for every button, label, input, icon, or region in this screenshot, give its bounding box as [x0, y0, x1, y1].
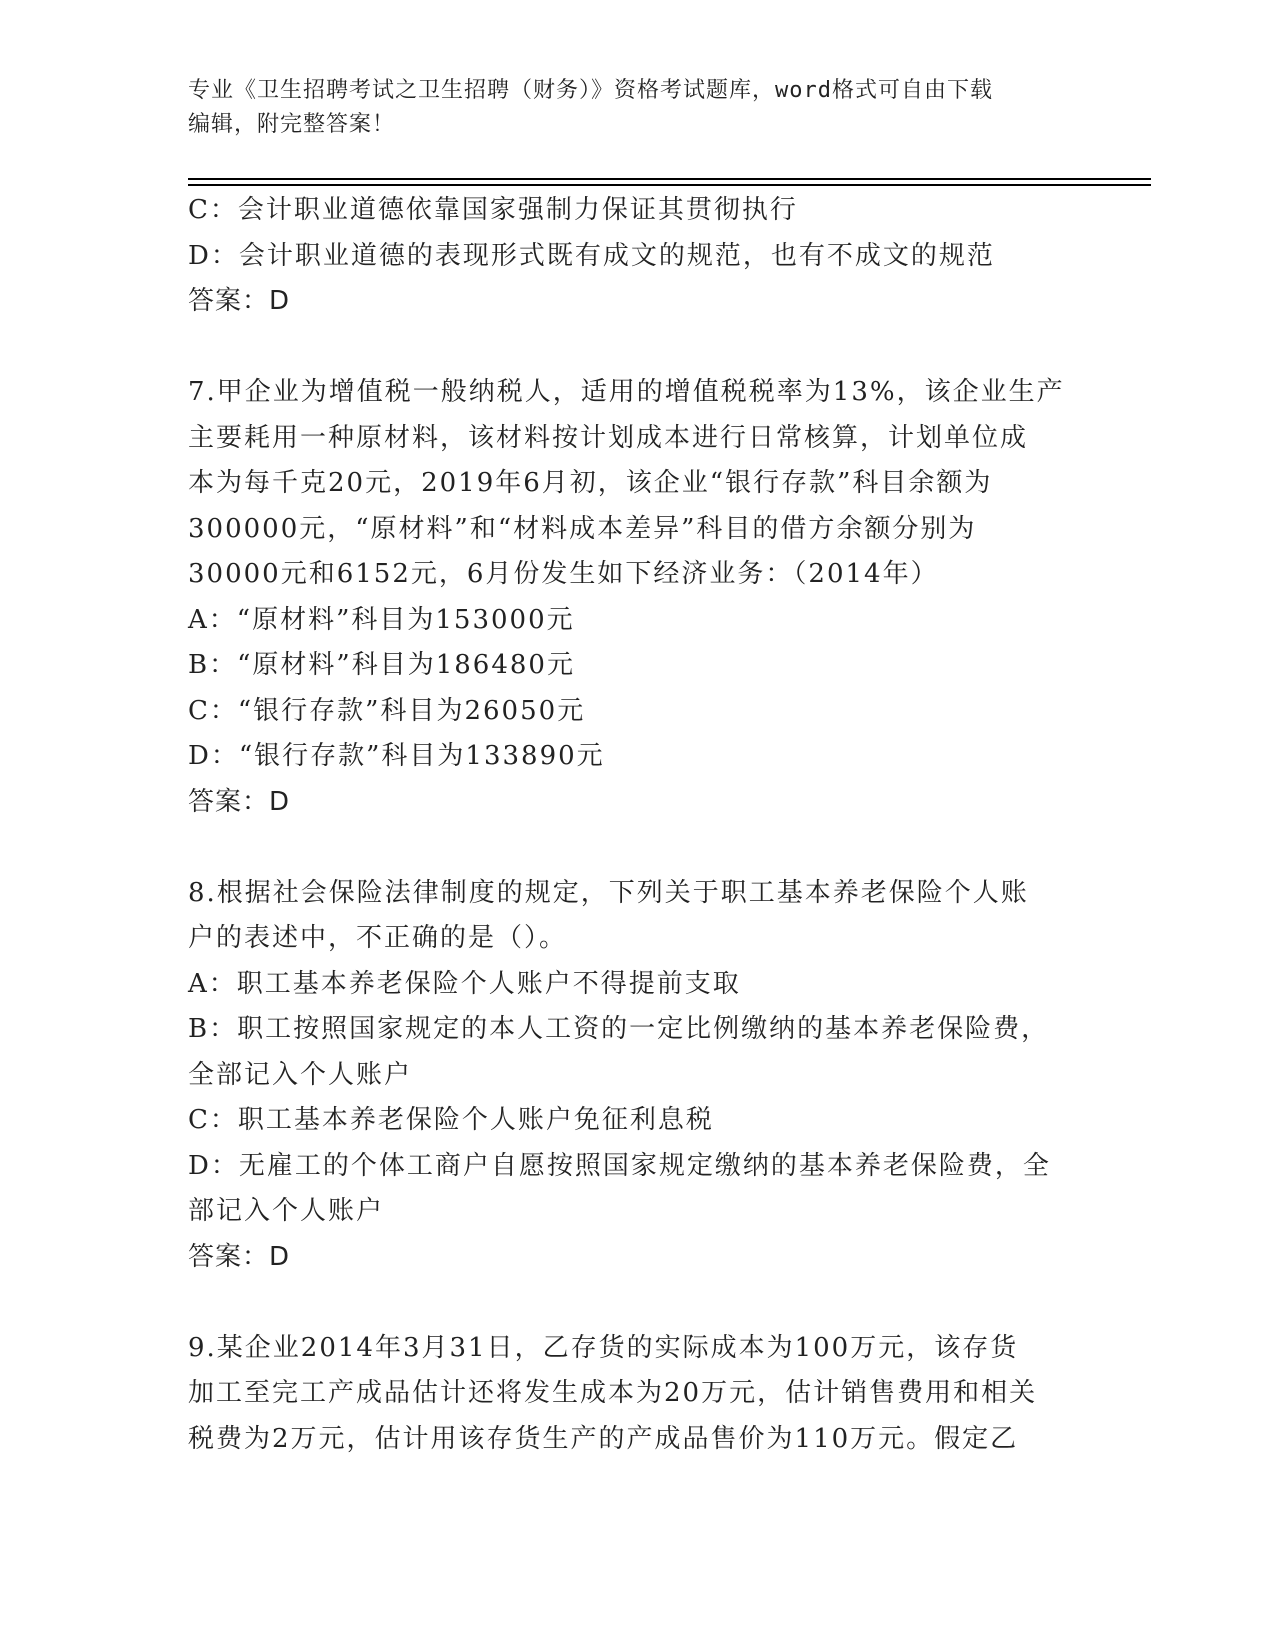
- q7-option-b: B：“原材料”科目为186480元: [188, 650, 575, 680]
- q9-stem-line: 9.某企业2014年3月31日，乙存货的实际成本为100万元，该存货: [188, 1332, 1019, 1363]
- header-rule-bottom: [188, 184, 1151, 186]
- q8-option-c: C：职工基本养老保险个人账户免征利息税: [188, 1105, 714, 1135]
- spacer: [188, 825, 1088, 871]
- q8-option-b-line: 全部记入个人账户: [188, 1059, 413, 1090]
- header-rule-top: [188, 178, 1151, 180]
- q7-stem-line: 30000元和6152元，6月份发生如下经济业务：（2014年）: [188, 559, 939, 589]
- q8-option-a: A：职工基本养老保险个人账户不得提前支取: [188, 968, 741, 999]
- q6-option-d: D：会计职业道德的表现形式既有成文的规范，也有不成文的规范: [188, 240, 995, 271]
- q7-stem-line: 主要耗用一种原材料，该材料按计划成本进行日常核算，计划单位成: [188, 422, 1029, 453]
- header-line-2: 编辑，附完整答案！: [188, 112, 396, 137]
- q8-stem-line: 8.根据社会保险法律制度的规定，下列关于职工基本养老保险个人账: [188, 877, 1029, 908]
- spacer: [188, 1280, 1088, 1326]
- spacer: [188, 325, 1088, 371]
- q7-option-c: C：“银行存款”科目为26050元: [188, 695, 586, 726]
- q7-stem-line: 300000元，“原材料”和“材料成本差异”科目的借方余额分别为: [188, 513, 977, 544]
- q7-stem-line: 本为每千克20元，2019年6月初，该企业“银行存款”科目余额为: [188, 468, 993, 498]
- question-8: [188, 871, 1088, 1281]
- header-line-1: 专业《卫生招聘考试之卫生招聘（财务）》资格考试题库，word格式可自由下载: [188, 78, 993, 103]
- q8-option-d-line: D：无雇工的个体工商户自愿按照国家规定缴纳的基本养老保险费，全: [188, 1150, 1051, 1181]
- q8-answer: 答案：D: [188, 1241, 291, 1272]
- q9-stem-line: 税费为2万元，估计用该存货生产的产成品售价为110万元。假定乙: [188, 1423, 1019, 1454]
- q7-option-d: D：“银行存款”科目为133890元: [188, 741, 605, 771]
- page-content: [188, 188, 1088, 1462]
- q6-answer: 答案：D: [188, 286, 291, 316]
- question-7: [188, 370, 1088, 825]
- q9-stem-line: 加工至完工产成品估计还将发生成本为20万元，估计销售费用和相关: [188, 1378, 1038, 1408]
- page-header: [188, 74, 1068, 142]
- question-9: [188, 1326, 1088, 1463]
- q7-option-a: A：“原材料”科目为153000元: [188, 604, 575, 635]
- q7-answer: 答案：D: [188, 786, 291, 817]
- question-6: [188, 188, 1088, 325]
- q7-stem-line: 7.甲企业为增值税一般纳税人，适用的增值税税率为13%，该企业生产: [188, 377, 1065, 407]
- q8-option-b-line: B：职工按照国家规定的本人工资的一定比例缴纳的基本养老保险费，: [188, 1014, 1050, 1044]
- q8-stem-line: 户的表述中，不正确的是（）。: [188, 923, 568, 953]
- q8-option-d-line: 部记入个人账户: [188, 1196, 385, 1226]
- q6-option-c: C：会计职业道德依靠国家强制力保证其贯彻执行: [188, 195, 798, 225]
